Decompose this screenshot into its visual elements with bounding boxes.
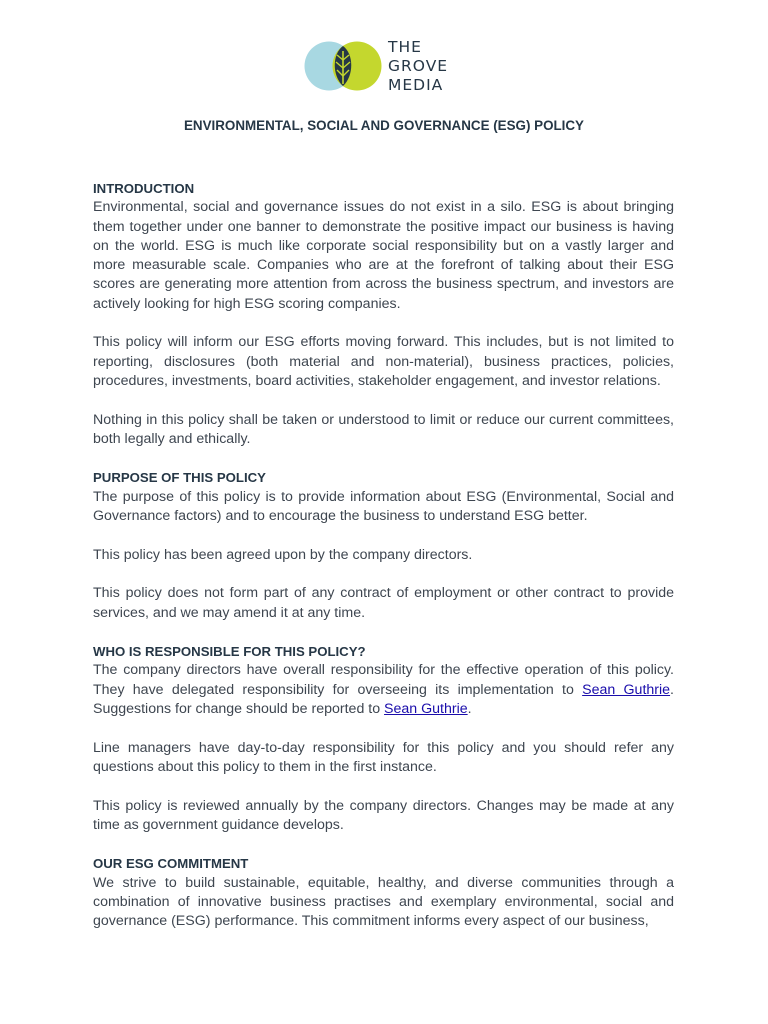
paragraph: We strive to build sustainable, equitable, healthy, and diverse communities through a combination of innovative business practises and exemplary environmental, social and governance (ESG) performance. This commitment informs every aspect of our business, bbox=[93, 874, 674, 930]
grove-leaf-icon bbox=[304, 40, 384, 94]
paragraph: Line managers have day-to-day responsibility for this policy and you should refer any questions about this policy to them in the first instance. bbox=[93, 739, 674, 775]
paragraph: Environmental, social and governance issues do not exist in a silo. ESG is about bringing them together under one banner to demonstrate the positive impact our business is having on the world. ESG is much like corporate social responsibility but on a vastly larger and more measurable scale. Companies who are at the forefront of talking about their ESG scores are generating more attention from across the business spectrum, and investors are actively looking for high ESG scoring companies. bbox=[93, 199, 674, 312]
text-run: . Suggestions for change should be reported to bbox=[93, 681, 674, 718]
paragraph: This policy does not form part of any contract of employment or other contract to provide services, and we may amend it at any time. bbox=[93, 585, 674, 621]
section-introduction bbox=[93, 179, 674, 449]
document-title: ENVIRONMENTAL, SOCIAL AND GOVERNANCE (ESG) POLICY bbox=[183, 118, 584, 133]
section-responsible bbox=[93, 642, 674, 835]
paragraph bbox=[93, 661, 674, 719]
paragraph: The purpose of this policy is to provide information about ESG (Environmental, Social and Governance factors) and to encourage the business to understand ESG better. bbox=[93, 488, 674, 525]
section-heading: OUR ESG COMMITMENT bbox=[93, 856, 249, 872]
company-logo bbox=[304, 38, 464, 94]
paragraph: This policy will inform our ESG efforts moving forward. This includes, but is not limited to reporting, disclosures (both material and non-material), business practices, policies, procedures, investments, board activities, stakeholder engagement, and investor relations. bbox=[93, 334, 674, 389]
text-run: The company directors have overall responsibility for the effective operation of this policy. They have delegated responsibility for overseeing its implementation to bbox=[93, 662, 674, 698]
section-commitment bbox=[93, 854, 674, 931]
contact-link-sean-guthrie[interactable]: Sean Guthrie bbox=[582, 681, 671, 698]
policy-body bbox=[93, 179, 674, 951]
section-heading: WHO IS RESPONSIBLE FOR THIS POLICY? bbox=[93, 644, 366, 660]
text-run: . bbox=[467, 701, 472, 718]
paragraph: This policy is reviewed annually by the company directors. Changes may be made at any time as government guidance develops. bbox=[93, 797, 674, 833]
section-heading: PURPOSE OF THIS POLICY bbox=[93, 470, 266, 486]
paragraph: This policy has been agreed upon by the company directors. bbox=[93, 546, 473, 563]
section-purpose bbox=[93, 468, 674, 622]
logo-wordmark: THE GROVE MEDIA bbox=[388, 38, 449, 94]
section-heading: INTRODUCTION bbox=[93, 181, 195, 196]
paragraph: Nothing in this policy shall be taken or understood to limit or reduce our current committees, both legally and ethically. bbox=[93, 411, 674, 447]
contact-link-sean-guthrie-suggestions[interactable]: Sean Guthrie bbox=[384, 701, 468, 718]
